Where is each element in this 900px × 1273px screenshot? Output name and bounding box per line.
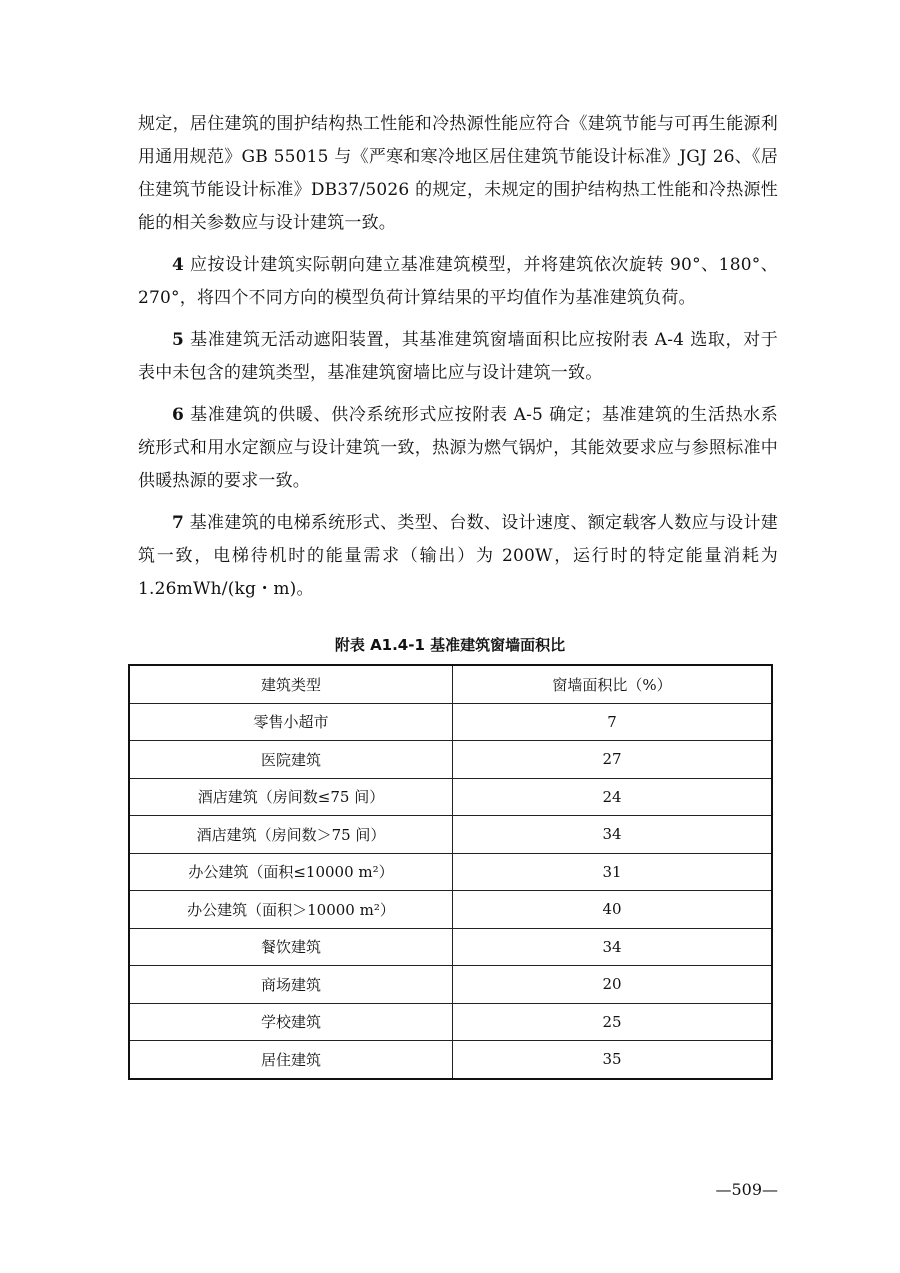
item-number: 5: [172, 330, 185, 350]
cell-ratio: 34: [453, 816, 773, 854]
table-caption: 附表 A1.4-1 基准建筑窗墙面积比: [334, 636, 566, 654]
table-row: [129, 741, 772, 779]
cell-building-type: 办公建筑（面积≤10000 m²）: [129, 853, 453, 891]
cell-ratio: 34: [453, 928, 773, 966]
paragraph-item-7: 7 基准建筑的电梯系统形式、类型、台数、设计速度、额定载客人数应与设计建筑一致，电梯待机时的能量需求（输出）为 200W，运行时的特定能量消耗为 1.26mWh/(kg・m)。: [138, 513, 778, 599]
cell-building-type: 医院建筑: [129, 741, 453, 779]
cell-building-type: 居住建筑: [129, 1041, 453, 1079]
page-number: —509—: [715, 1180, 778, 1199]
cell-ratio: 35: [453, 1041, 773, 1079]
cell-ratio: 40: [453, 891, 773, 929]
table-row: [129, 853, 772, 891]
item-number: 6: [172, 405, 185, 425]
cell-building-type: 办公建筑（面积＞10000 m²）: [129, 891, 453, 929]
window-wall-ratio-table: [128, 664, 773, 1080]
cell-building-type: 餐饮建筑: [129, 928, 453, 966]
table-row: [129, 928, 772, 966]
table-row: [129, 703, 772, 741]
cell-ratio: 31: [453, 853, 773, 891]
paragraph-item-5: 5 基准建筑无活动遮阳装置，其基准建筑窗墙面积比应按附表 A-4 选取，对于表中未包含的建筑类型，基准建筑窗墙比应与设计建筑一致。: [138, 330, 778, 383]
cell-building-type: 零售小超市: [129, 703, 453, 741]
table-row: [129, 778, 772, 816]
body-text: [138, 108, 778, 615]
cell-ratio: 25: [453, 1003, 773, 1041]
table-row: [129, 1003, 772, 1041]
cell-ratio: 24: [453, 778, 773, 816]
cell-building-type: 酒店建筑（房间数≤75 间）: [129, 778, 453, 816]
cell-ratio: 27: [453, 741, 773, 779]
item-number: 7: [172, 513, 185, 533]
cell-ratio: 7: [453, 703, 773, 741]
paragraph-item-4: 4 应按设计建筑实际朝向建立基准建筑模型，并将建筑依次旋转 90°、180°、270°，将四个不同方向的模型负荷计算结果的平均值作为基准建筑负荷。: [138, 255, 778, 308]
paragraph-continuation: 规定，居住建筑的围护结构热工性能和冷热源性能应符合《建筑节能与可再生能源利用通用规范》GB 55015 与《严寒和寒冷地区居住建筑节能设计标准》JGJ 26、《居住建筑节能设计标准》DB37/5026 的规定，未规定的围护结构热工性能和冷热源性能的相关参数应与设计建筑一致。: [138, 114, 778, 233]
table-row: [129, 816, 772, 854]
item-number: 4: [172, 255, 185, 275]
cell-building-type: 酒店建筑（房间数＞75 间）: [129, 816, 453, 854]
cell-building-type: 学校建筑: [129, 1003, 453, 1041]
header-ratio: 窗墙面积比（%）: [453, 665, 773, 703]
header-building-type: 建筑类型: [129, 665, 453, 703]
paragraph-item-6: 6 基准建筑的供暖、供冷系统形式应按附表 A-5 确定；基准建筑的生活热水系统形式和用水定额应与设计建筑一致，热源为燃气锅炉，其能效要求应与参照标准中供暖热源的要求一致。: [138, 405, 778, 491]
cell-building-type: 商场建筑: [129, 966, 453, 1004]
cell-ratio: 20: [453, 966, 773, 1004]
table-header-row: [129, 665, 772, 703]
table-row: [129, 1041, 772, 1079]
table-row: [129, 966, 772, 1004]
table-row: [129, 891, 772, 929]
